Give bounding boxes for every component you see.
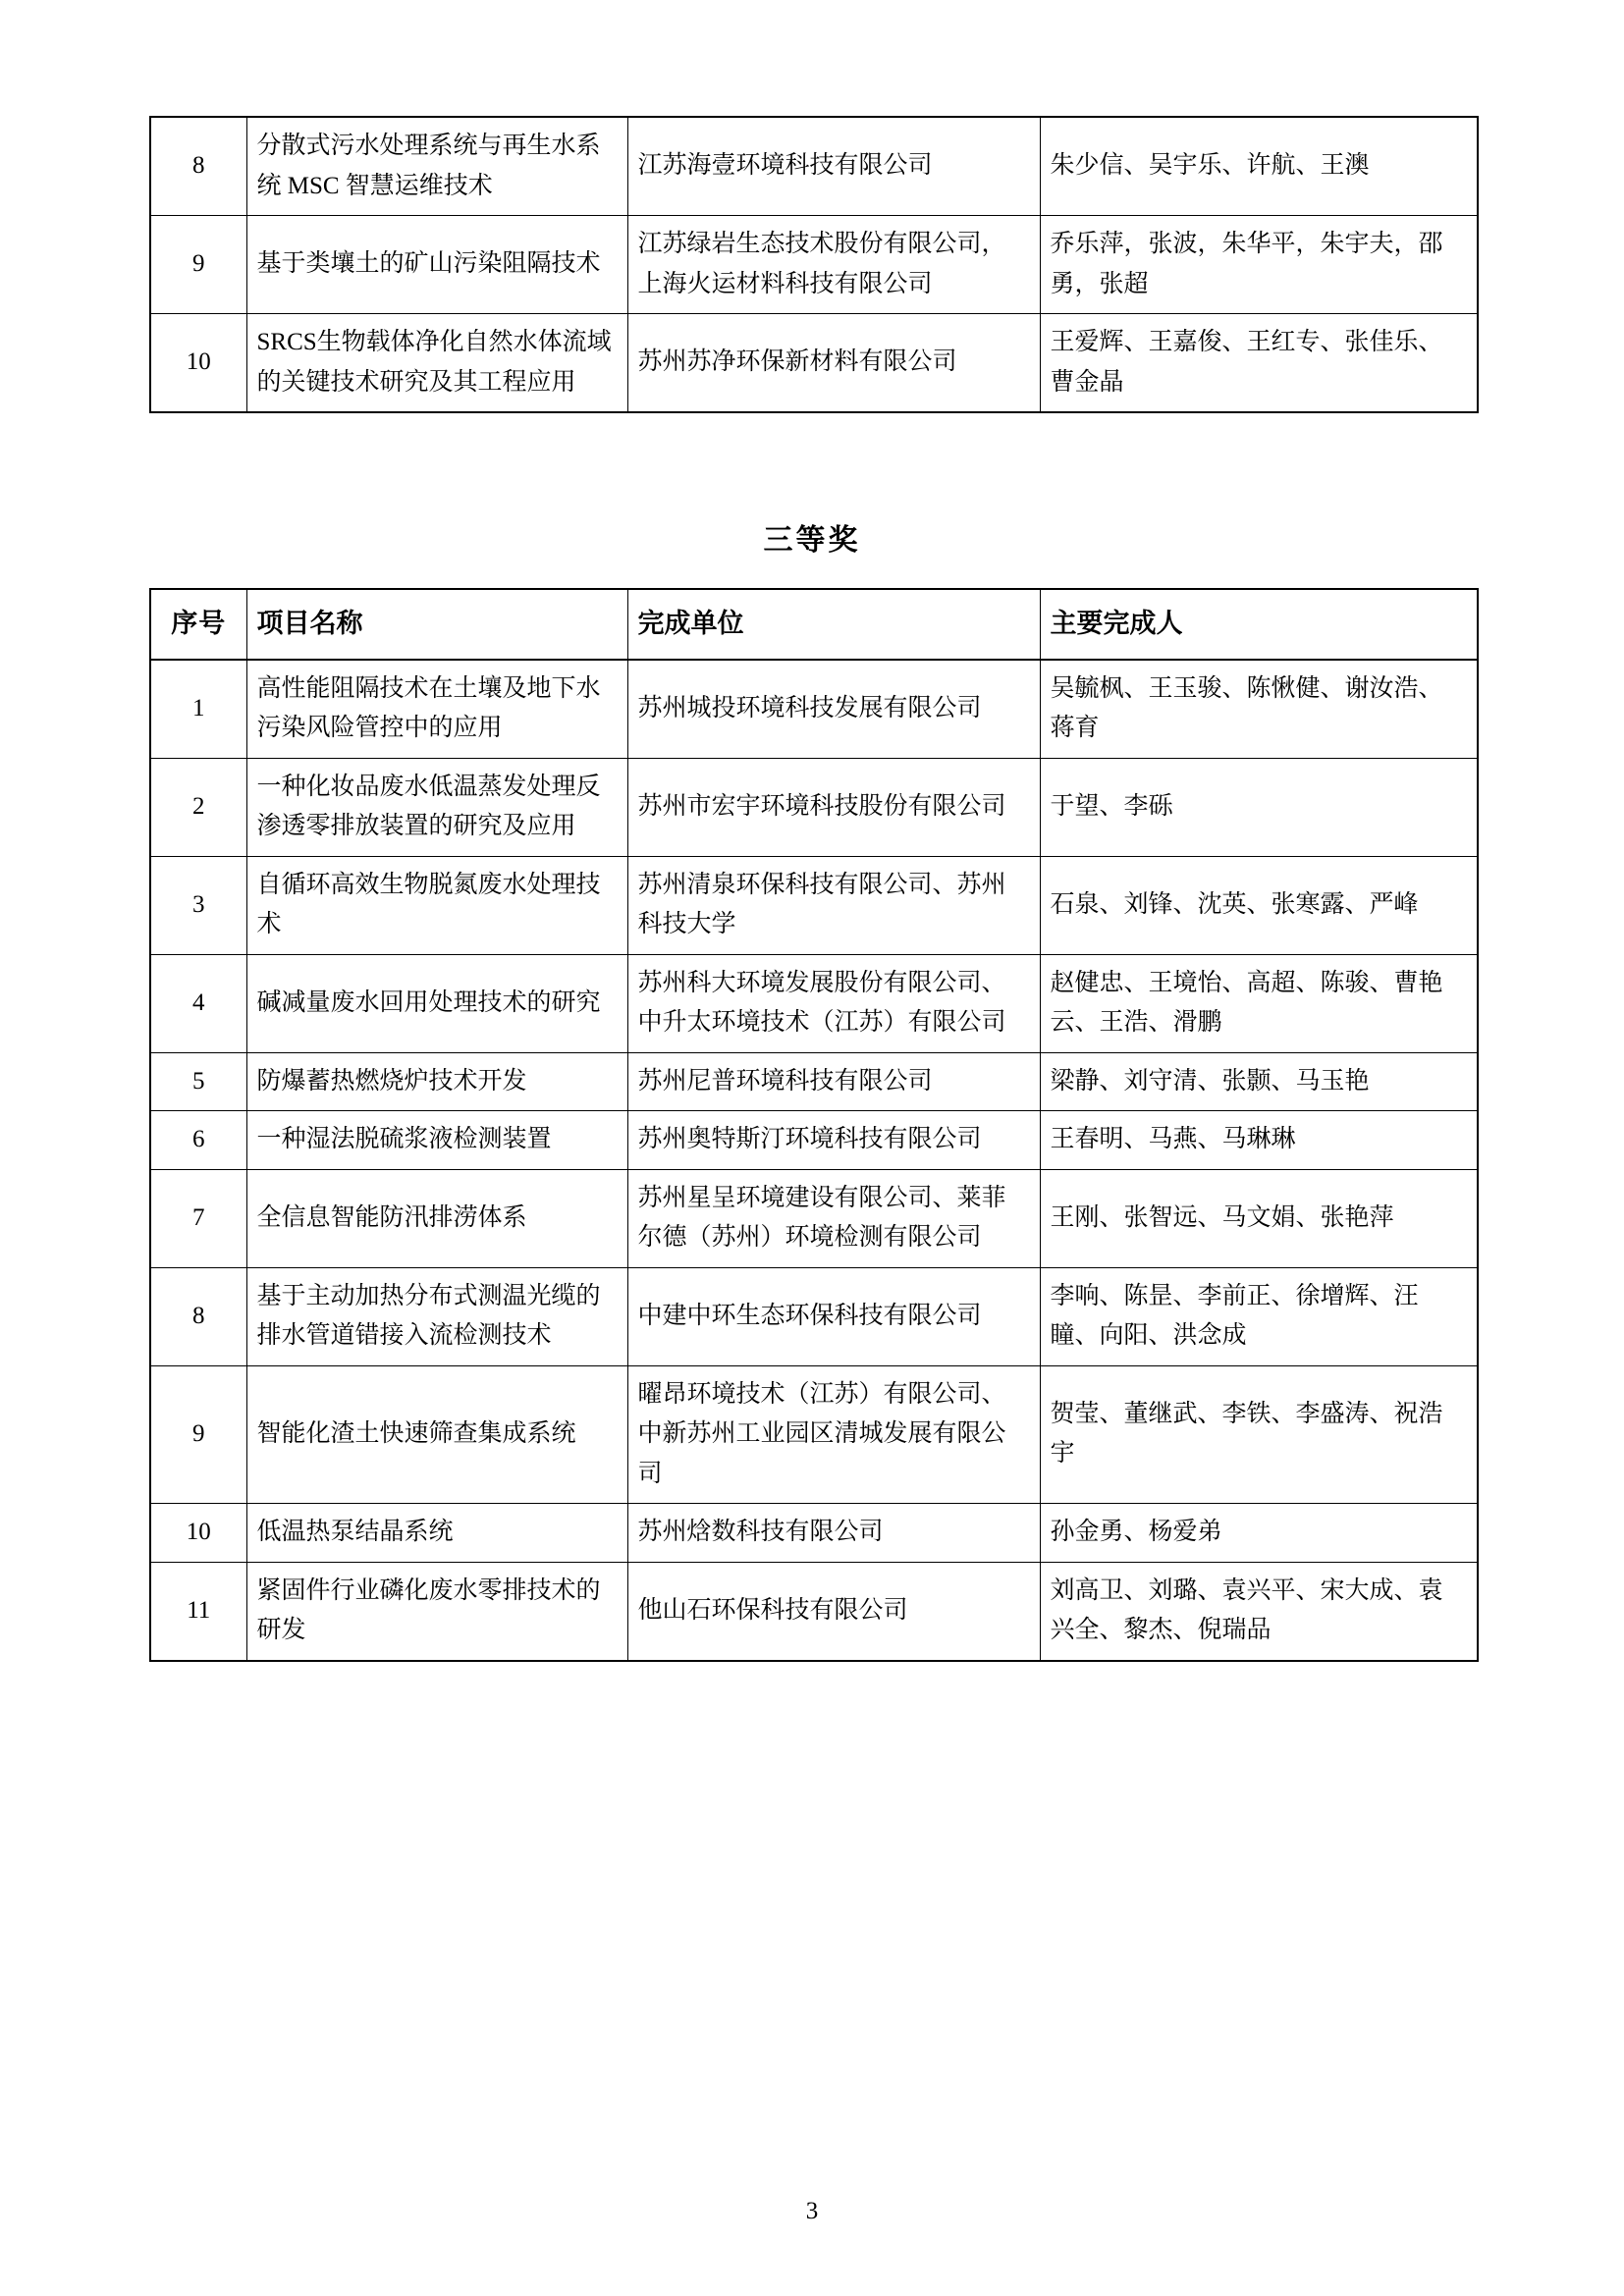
third-prize-table-body (150, 660, 1478, 1661)
project-name: 基于主动加热分布式测温光缆的排水管道错接入流检测技术 (246, 1267, 627, 1365)
completing-unit: 苏州苏净环保新材料有限公司 (627, 314, 1040, 413)
table-row (150, 1111, 1478, 1170)
table-row (150, 856, 1478, 954)
row-index: 2 (150, 758, 246, 856)
row-index: 3 (150, 856, 246, 954)
completing-unit: 曜昂环境技术（江苏）有限公司、中新苏州工业园区清城发展有限公司 (627, 1365, 1040, 1504)
completing-unit: 苏州尼普环境科技有限公司 (627, 1052, 1040, 1111)
project-name: 一种湿法脱硫浆液检测装置 (246, 1111, 627, 1170)
row-index: 10 (150, 1504, 246, 1563)
main-contributors: 于望、李砾 (1040, 758, 1478, 856)
row-index: 5 (150, 1052, 246, 1111)
completing-unit: 苏州星呈环境建设有限公司、莱菲尔德（苏州）环境检测有限公司 (627, 1169, 1040, 1267)
main-contributors: 朱少信、吴宇乐、许航、王澳 (1040, 117, 1478, 216)
main-contributors: 石泉、刘锋、沈英、张寒露、严峰 (1040, 856, 1478, 954)
project-name: 基于类壤土的矿山污染阻隔技术 (246, 216, 627, 314)
table-row (150, 1365, 1478, 1504)
project-name: 全信息智能防汛排涝体系 (246, 1169, 627, 1267)
column-header-people: 主要完成人 (1040, 589, 1478, 660)
project-name: 低温热泵结晶系统 (246, 1504, 627, 1563)
table-row (150, 1267, 1478, 1365)
main-contributors: 王春明、马燕、马琳琳 (1040, 1111, 1478, 1170)
table-row (150, 1052, 1478, 1111)
main-contributors: 李响、陈昰、李前正、徐增辉、汪瞳、向阳、洪念成 (1040, 1267, 1478, 1365)
completing-unit: 苏州奥特斯汀环境科技有限公司 (627, 1111, 1040, 1170)
completing-unit: 中建中环生态环保科技有限公司 (627, 1267, 1040, 1365)
table-row (150, 758, 1478, 856)
completing-unit: 苏州市宏宇环境科技股份有限公司 (627, 758, 1040, 856)
main-contributors: 王刚、张智远、马文娟、张艳萍 (1040, 1169, 1478, 1267)
continued-table-wrapper (149, 0, 1475, 413)
table-row (150, 954, 1478, 1052)
project-name: 紧固件行业磷化废水零排技术的研发 (246, 1562, 627, 1661)
table-row (150, 117, 1478, 216)
continued-table-body (150, 117, 1478, 412)
awards-table-continued (149, 116, 1479, 413)
completing-unit: 江苏绿岩生态技术股份有限公司，上海火运材料科技有限公司 (627, 216, 1040, 314)
row-index: 10 (150, 314, 246, 413)
main-contributors: 王爱辉、王嘉俊、王红专、张佳乐、曹金晶 (1040, 314, 1478, 413)
project-name: 分散式污水处理系统与再生水系统 MSC 智慧运维技术 (246, 117, 627, 216)
table-header-row (150, 589, 1478, 660)
column-header-project: 项目名称 (246, 589, 627, 660)
completing-unit: 苏州焓数科技有限公司 (627, 1504, 1040, 1563)
main-contributors: 刘高卫、刘璐、袁兴平、宋大成、袁兴全、黎杰、倪瑞品 (1040, 1562, 1478, 1661)
row-index: 11 (150, 1562, 246, 1661)
table-row (150, 216, 1478, 314)
awards-table-third-prize (149, 588, 1479, 1662)
completing-unit: 苏州清泉环保科技有限公司、苏州科技大学 (627, 856, 1040, 954)
project-name: 智能化渣土快速筛查集成系统 (246, 1365, 627, 1504)
completing-unit: 苏州科大环境发展股份有限公司、中升太环境技术（江苏）有限公司 (627, 954, 1040, 1052)
row-index: 8 (150, 1267, 246, 1365)
completing-unit: 他山石环保科技有限公司 (627, 1562, 1040, 1661)
project-name: 防爆蓄热燃烧炉技术开发 (246, 1052, 627, 1111)
main-contributors: 乔乐萍，张波，朱华平，朱宇夫，邵勇，张超 (1040, 216, 1478, 314)
section-title-third-prize: 三等奖 (763, 524, 861, 557)
main-contributors: 贺莹、董继武、李铁、李盛涛、祝浩宇 (1040, 1365, 1478, 1504)
row-index: 6 (150, 1111, 246, 1170)
project-name: 自循环高效生物脱氮废水处理技术 (246, 856, 627, 954)
main-contributors: 赵健忠、王境怡、高超、陈骏、曹艳云、王浩、滑鹏 (1040, 954, 1478, 1052)
column-header-unit: 完成单位 (627, 589, 1040, 660)
row-index: 7 (150, 1169, 246, 1267)
table-row (150, 1169, 1478, 1267)
page-number: 3 (805, 2198, 819, 2224)
project-name: SRCS生物载体净化自然水体流域的关键技术研究及其工程应用 (246, 314, 627, 413)
project-name: 高性能阻隔技术在土壤及地下水污染风险管控中的应用 (246, 660, 627, 759)
table-row (150, 1504, 1478, 1563)
row-index: 1 (150, 660, 246, 759)
completing-unit: 苏州城投环境科技发展有限公司 (627, 660, 1040, 759)
row-index: 8 (150, 117, 246, 216)
row-index: 9 (150, 216, 246, 314)
row-index: 4 (150, 954, 246, 1052)
completing-unit: 江苏海壹环境科技有限公司 (627, 117, 1040, 216)
table-row (150, 1562, 1478, 1661)
row-index: 9 (150, 1365, 246, 1504)
main-contributors: 吴毓枫、王玉骏、陈愀健、谢汝浩、蒋育 (1040, 660, 1478, 759)
main-contributors: 梁静、刘守清、张颢、马玉艳 (1040, 1052, 1478, 1111)
main-contributors: 孙金勇、杨爱弟 (1040, 1504, 1478, 1563)
column-header-index: 序号 (150, 589, 246, 660)
project-name: 一种化妆品废水低温蒸发处理反渗透零排放装置的研究及应用 (246, 758, 627, 856)
project-name: 碱减量废水回用处理技术的研究 (246, 954, 627, 1052)
table-row (150, 314, 1478, 413)
table-row (150, 660, 1478, 759)
